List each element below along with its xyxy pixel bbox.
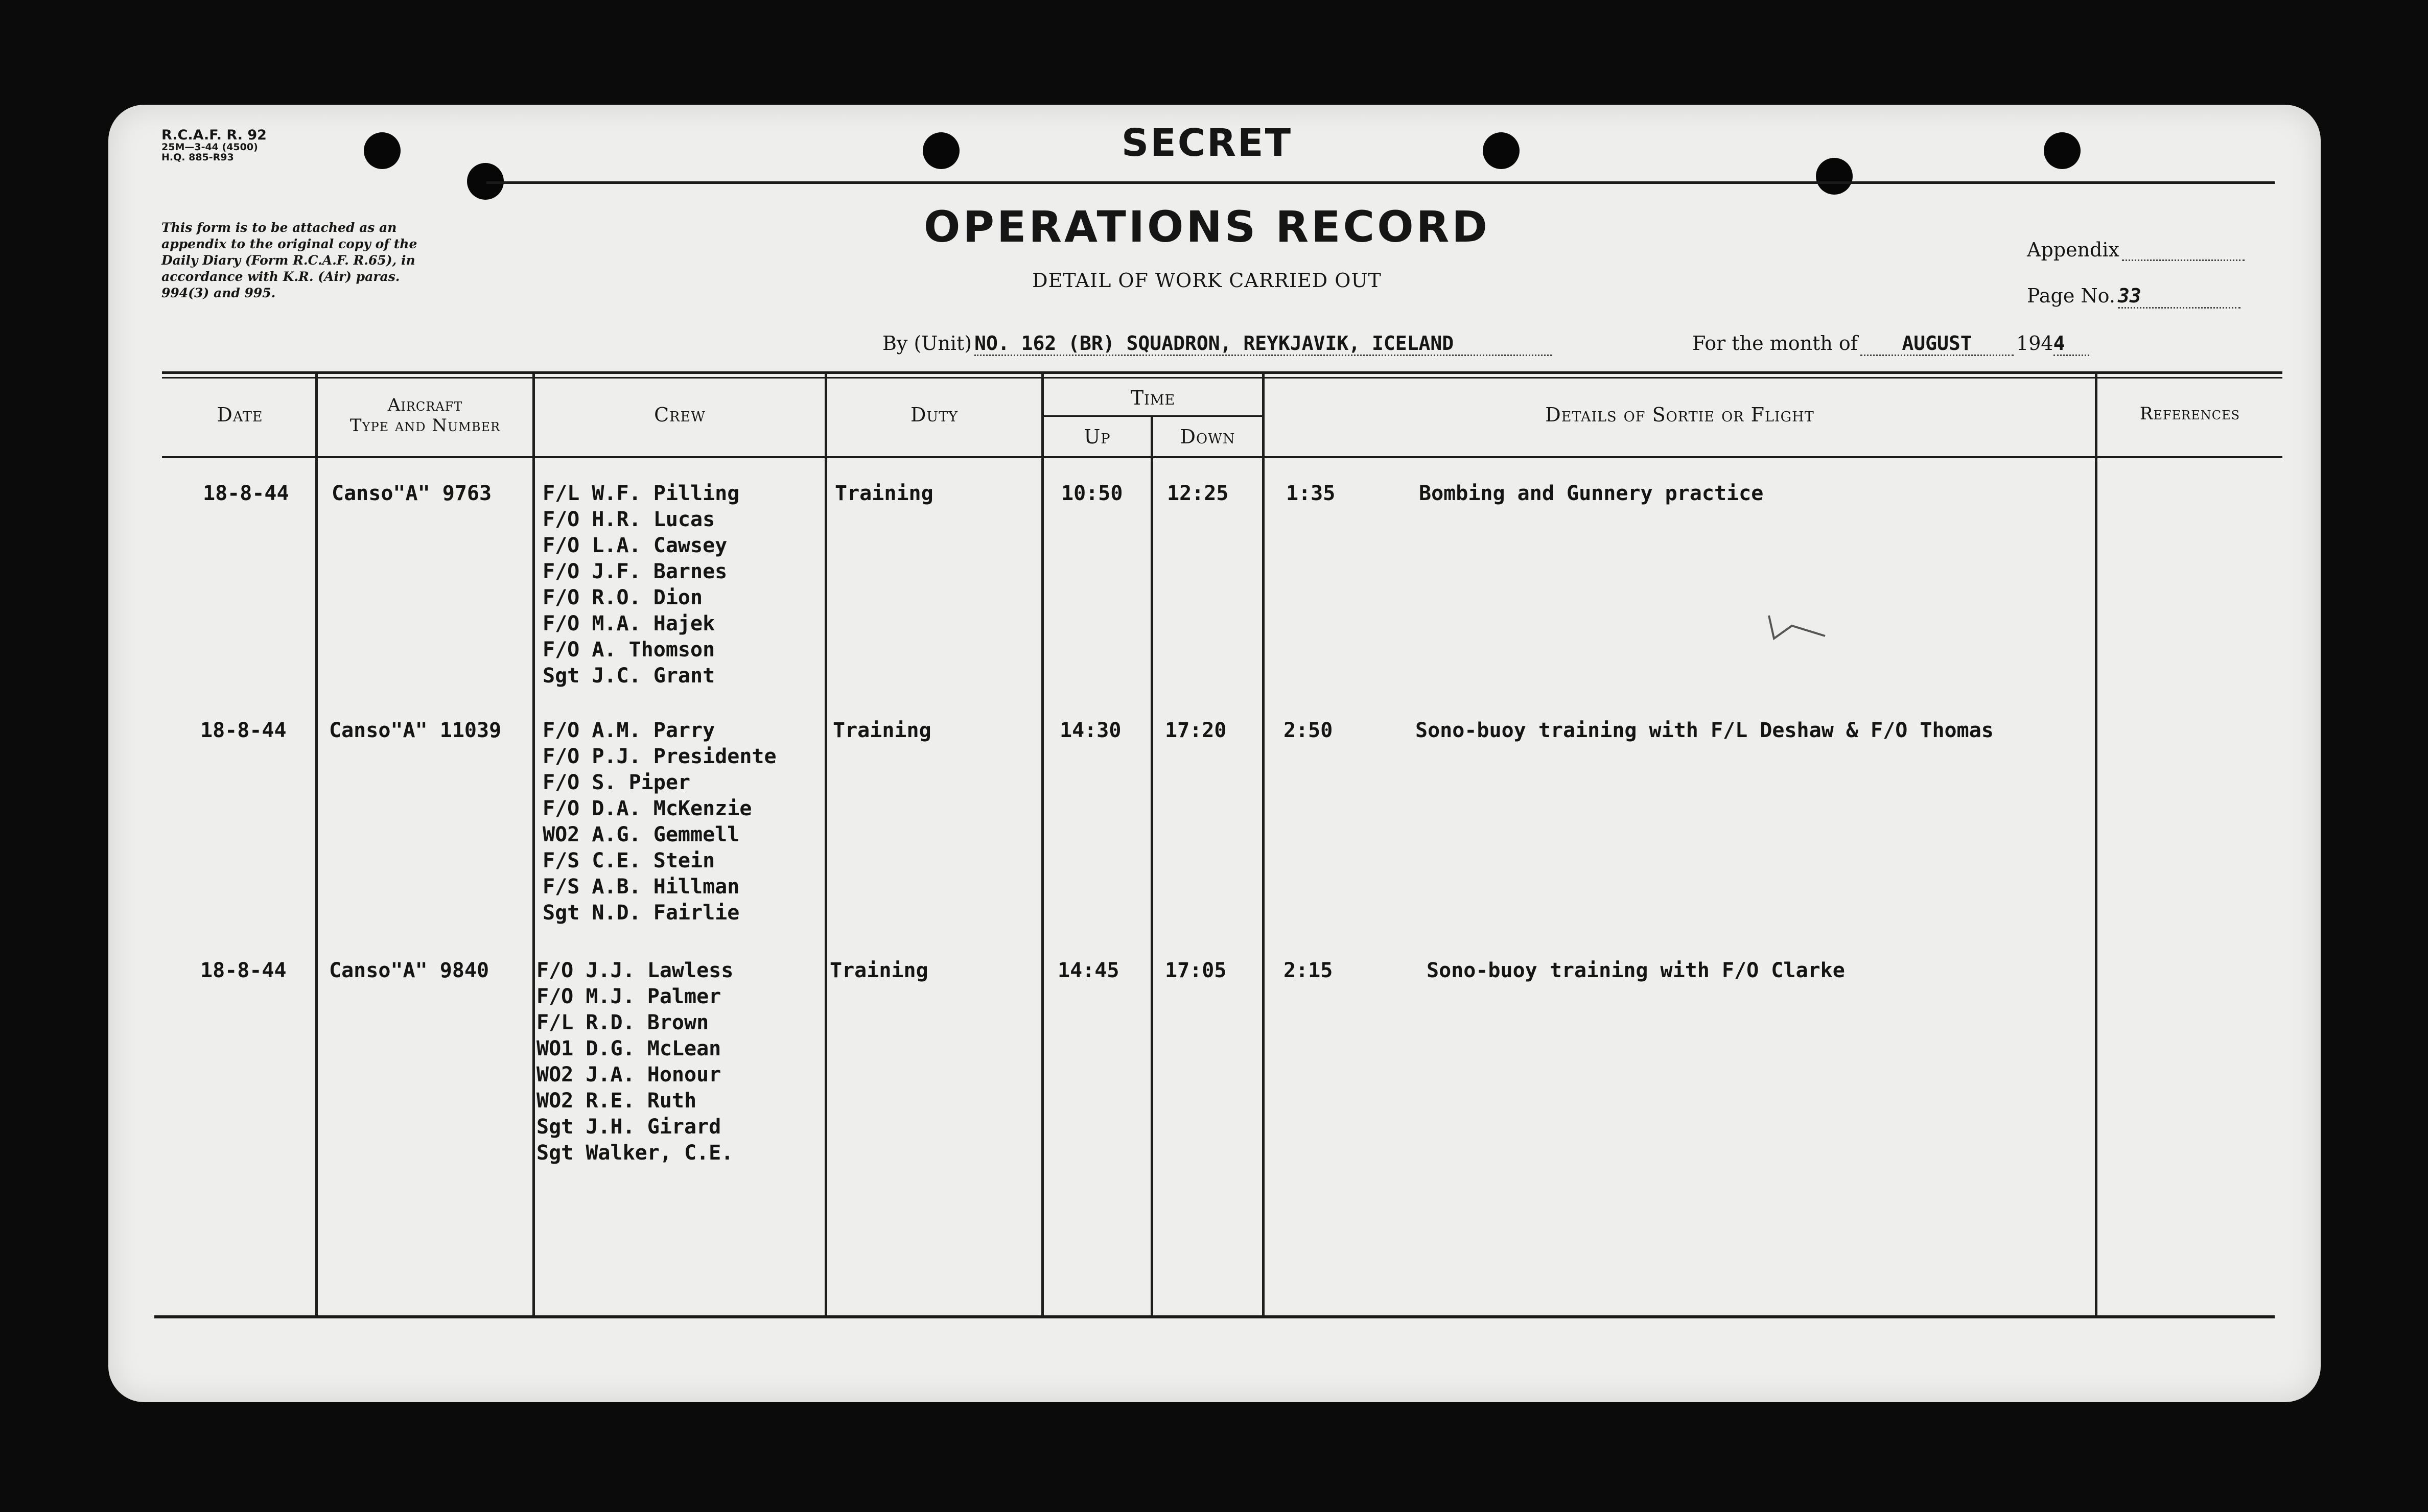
time-subheader-rule [1043, 415, 1263, 417]
unit-field [882, 332, 1700, 356]
page-number-value: 33 [2118, 285, 2240, 309]
unit-label: By (Unit) [882, 332, 972, 355]
page-number-field [2027, 285, 2282, 309]
column-divider [2095, 374, 2097, 1315]
crew-member: F/O A.M. Parry [543, 719, 715, 742]
column-divider [532, 374, 535, 1315]
month-label: For the month of [1692, 332, 1858, 355]
crew-member: F/L R.D. Brown [536, 1011, 709, 1034]
record-card [108, 105, 2321, 1402]
crew-member: F/O L.A. Cawsey [543, 534, 728, 557]
punch-hole [364, 132, 401, 169]
header-time: Time [1130, 387, 1176, 409]
header-details: Details of Sortie or Flight [1545, 404, 1814, 426]
entry-up: 10:50 [1061, 482, 1123, 505]
form-code: R.C.A.F. R. 92 [161, 127, 267, 143]
table-top-rule-thin [162, 377, 2282, 379]
punch-hole [923, 132, 960, 169]
month-value: AUGUST [1860, 332, 2014, 356]
punch-hole [2044, 132, 2081, 169]
entry-details: Sono-buoy training with F/O Clarke [1427, 959, 1845, 982]
header-date: Date [217, 404, 263, 426]
header-aircraft [318, 395, 532, 436]
column-divider [1151, 416, 1153, 1315]
appendix-field [2027, 239, 2282, 261]
entry-duty: Training [835, 482, 933, 505]
crew-member: F/O A. Thomson [543, 638, 715, 662]
year-suffix: 4 [2053, 332, 2089, 356]
entry-down: 12:25 [1167, 482, 1229, 505]
crew-member: F/S A.B. Hillman [543, 875, 740, 899]
crew-member: Sgt N.D. Fairlie [543, 901, 740, 925]
entry-crew [543, 481, 739, 689]
entry-aircraft: Canso"A" 11039 [329, 719, 502, 742]
crew-member: F/O M.A. Hajek [543, 612, 715, 635]
entry-duty: Training [833, 719, 931, 742]
entry-details: Sono-buoy training with F/L Deshaw & F/O Thomas [1415, 719, 1994, 742]
form-number [161, 128, 267, 163]
crew-member: Sgt J.C. Grant [543, 664, 715, 688]
entry-date: 18-8-44 [203, 482, 289, 505]
top-rule [486, 181, 2275, 184]
crew-member: F/O J.J. Lawless [536, 959, 734, 982]
column-divider [1262, 374, 1265, 1315]
crew-member: F/L W.F. Pilling [543, 482, 740, 505]
month-field [1692, 332, 2280, 356]
column-divider [315, 374, 318, 1315]
crew-member: F/S C.E. Stein [543, 849, 715, 872]
crew-member: F/O J.F. Barnes [543, 560, 728, 583]
header-aircraft-line2: Type and Number [349, 415, 501, 436]
header-up: Up [1084, 426, 1111, 448]
punch-hole [1483, 132, 1520, 169]
unit-value: NO. 162 (BR) SQUADRON, REYKJAVIK, ICELAND [974, 332, 1552, 356]
entry-duration: 2:15 [1283, 959, 1333, 982]
crew-member: Sgt Walker, C.E. [536, 1141, 734, 1165]
entry-duration: 2:50 [1283, 719, 1333, 742]
year-prefix: 194 [2016, 332, 2053, 355]
header-duty: Duty [910, 404, 959, 426]
entry-aircraft: Canso"A" 9840 [329, 959, 489, 982]
crew-member: WO1 D.G. McLean [536, 1037, 721, 1060]
crew-member: F/O R.O. Dion [543, 586, 703, 609]
column-divider [1041, 374, 1044, 1315]
header-down: Down [1180, 426, 1235, 448]
column-divider [825, 374, 827, 1315]
appendix-value [2122, 242, 2245, 261]
crew-member: WO2 J.A. Honour [536, 1063, 721, 1086]
attach-note: This form is to be attached as an appendix to the original copy of the Daily Diary (Form R.C.A.F. R.65), in accordance with K.R. (Air) paras. 994(3) and 995. [161, 220, 417, 300]
entry-up: 14:45 [1058, 959, 1119, 982]
header-aircraft-line1: Aircraft [387, 395, 463, 415]
punch-hole [1816, 158, 1853, 195]
page-title: OPERATIONS RECORD [923, 202, 1490, 252]
table-bottom-rule [154, 1315, 2275, 1318]
page-number-label: Page No. [2027, 285, 2115, 307]
header-crew: Crew [654, 404, 706, 426]
page-subtitle: DETAIL OF WORK CARRIED OUT [1032, 269, 1382, 292]
crew-member: WO2 R.E. Ruth [536, 1089, 697, 1113]
entry-crew [543, 718, 777, 926]
header-bottom-rule [162, 456, 2282, 458]
header-references: References [2139, 404, 2240, 424]
form-print-line: H.Q. 885-R93 [161, 152, 234, 163]
entry-details: Bombing and Gunnery practice [1419, 482, 1764, 505]
crew-member: F/O M.J. Palmer [536, 985, 721, 1008]
crew-member: F/O D.A. McKenzie [543, 797, 752, 820]
secret-stamp: SECRET [1121, 121, 1293, 165]
entry-aircraft: Canso"A" 9763 [332, 482, 492, 505]
entry-up: 14:30 [1060, 719, 1122, 742]
entry-duty: Training [830, 959, 928, 982]
entry-duration: 1:35 [1286, 482, 1336, 505]
entry-down: 17:05 [1165, 959, 1227, 982]
crew-member: Sgt J.H. Girard [536, 1115, 721, 1139]
appendix-label: Appendix [2027, 239, 2119, 261]
pencil-tick-mark [1764, 610, 1835, 651]
crew-member: F/O P.J. Presidente [543, 745, 777, 768]
crew-member: WO2 A.G. Gemmell [543, 823, 740, 846]
table-top-rule [162, 371, 2282, 374]
entry-date: 18-8-44 [200, 959, 287, 982]
entry-down: 17:20 [1165, 719, 1227, 742]
form-print-line: 25M—3-44 (4500) [161, 141, 258, 153]
entry-date: 18-8-44 [200, 719, 287, 742]
crew-member: F/O S. Piper [543, 771, 690, 794]
crew-member: F/O H.R. Lucas [543, 508, 715, 531]
entry-crew [536, 958, 733, 1166]
